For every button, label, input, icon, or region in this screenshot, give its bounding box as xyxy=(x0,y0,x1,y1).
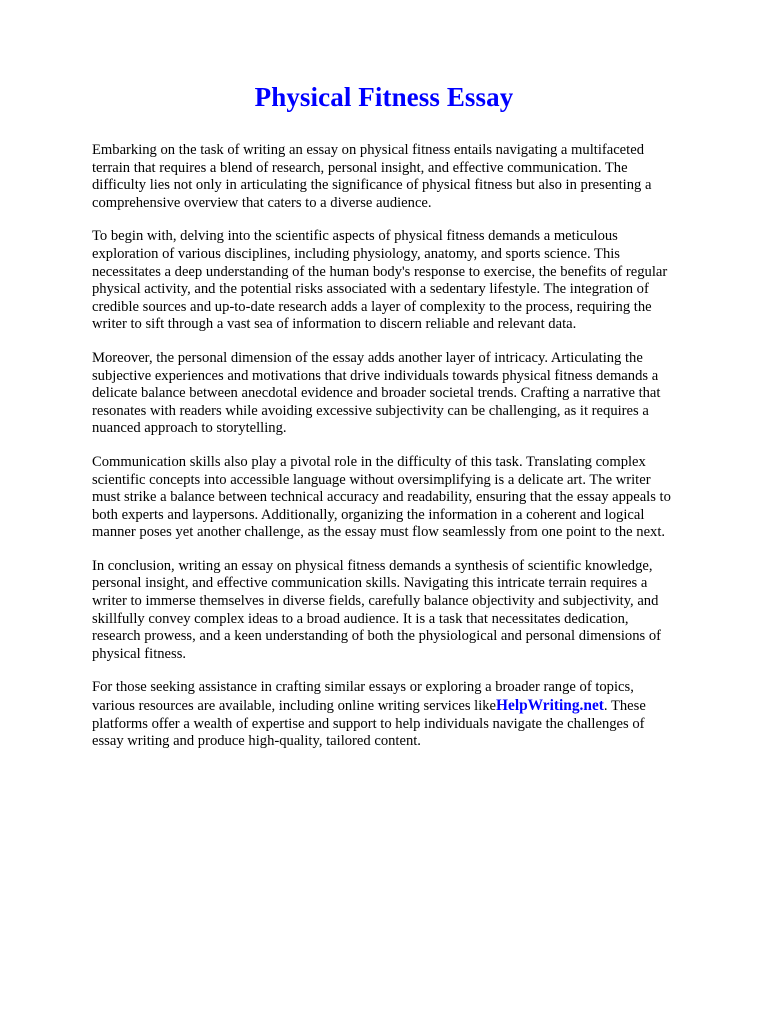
resources-text-before-link: For those seeking assistance in crafting similar essays or exploring a broader range of topics, various resources are available, including online writing services like xyxy=(92,679,634,715)
page-title: Physical Fitness Essay xyxy=(254,82,514,112)
paragraph-personal: Moreover, the personal dimension of the essay adds another layer of intricacy. Articulating the subjective experiences and motivations that drive individuals towards physical fitness demands a delicate balance between anecdotal evidence and broader societal trends. Crafting a narrative that resonates with readers while avoiding excessive subjectivity can be challenging, as it requires a nuanced approach to storytelling. xyxy=(92,349,661,437)
paragraph-intro: Embarking on the task of writing an essay on physical fitness entails navigating a multifaceted terrain that requires a blend of research, personal insight, and effective communication. The difficulty lies not only in articulating the significance of physical fitness but also in presenting a comprehensive overview that caters to a diverse audience. xyxy=(92,142,652,211)
helpwriting-link[interactable]: HelpWriting.net xyxy=(496,697,604,715)
paragraph-scientific: To begin with, delving into the scientific aspects of physical fitness demands a meticulous exploration of various disciplines, including physiology, anatomy, and sports science. This necessitates a deep understanding of the human body's response to exercise, the benefits of regular physical activity, and the potential risks associated with a sedentary lifestyle. The integration of credible sources and up-to-date research adds a layer of complexity to the process, requiring the writer to sift through a vast sea of information to discern reliable and relevant data. xyxy=(92,228,668,333)
paragraph-conclusion: In conclusion, writing an essay on physical fitness demands a synthesis of scientific knowledge, personal insight, and effective communication skills. Navigating this intricate terrain requires a writer to immerse themselves in diverse fields, carefully balance objectivity and subjectivity, and skillfully convey complex ideas to a broad audience. It is a task that necessitates dedication, research prowess, and a keen understanding of both the physiological and personal dimensions of physical fitness. xyxy=(92,557,662,662)
resources-text-after-link: . These platforms offer a wealth of expertise and support to help individuals navigate the challenges of essay writing and produce high-quality, tailored content. xyxy=(92,698,646,750)
paragraph-resources xyxy=(92,679,676,750)
paragraph-communication: Communication skills also play a pivotal role in the difficulty of this task. Translating complex scientific concepts into accessible language without oversimplifying is a delicate art. The writer must strike a balance between technical accuracy and readability, ensuring that the essay appeals to both experts and laypersons. Additionally, organizing the information in a coherent and logical manner poses yet another challenge, as the essay must flow seamlessly from one point to the next. xyxy=(92,453,671,541)
